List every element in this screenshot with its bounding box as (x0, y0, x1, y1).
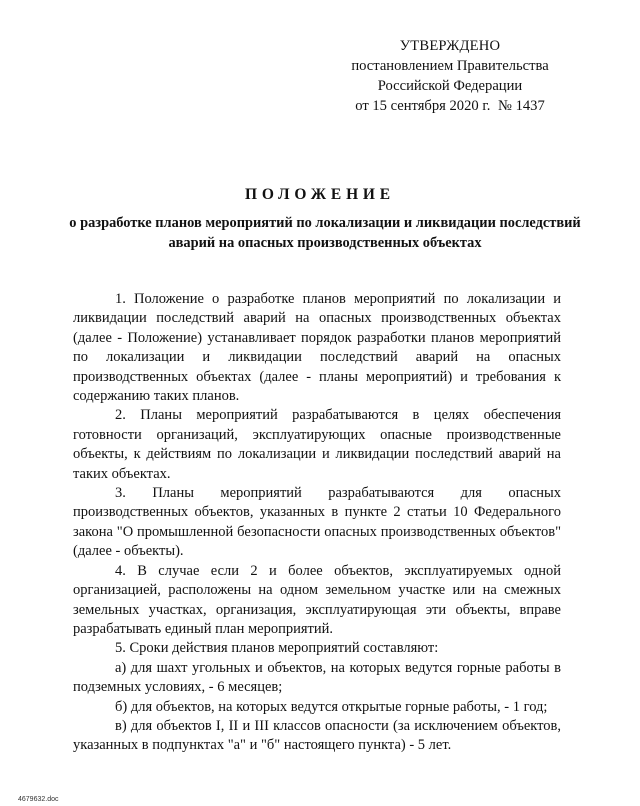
approval-authority: постановлением Правительства (351, 58, 549, 74)
paragraph-3: 3. Планы мероприятий разрабатываются для опасных производственных объектов, указанных в пункте 2 статьи 10 Федерального закона "О промышленной безопасности опасных производственных объектов" (далее - объекты). (73, 485, 561, 560)
approval-heading: УТВЕРЖДЕНО (399, 38, 501, 54)
paragraph-5: 5. Сроки действия планов мероприятий составляют: (115, 640, 439, 657)
approval-date: от 15 сентября 2020 г. (355, 98, 491, 114)
paragraph-1: 1. Положение о разработке планов мероприятий по локализации и ликвидации последствий аварий на опасных производственных объектах (далее - Положение) устанавливает порядок разработки планов мероприятий по локализации и ликвидации последствий аварий на опасных производственных объектах (далее - планы мероприятий) и требования к содержанию таких планов. (73, 291, 561, 405)
approval-number: № 1437 (498, 98, 545, 114)
document-subtitle: о разработке планов мероприятий по локализации и ликвидации последствий аварий на опасных производственных объектах (69, 215, 581, 251)
document-title: ПОЛОЖЕНИЕ (245, 186, 395, 203)
subparagraph-b: б) для объектов, на которых ведутся открытые горные работы, - 1 год; (115, 698, 548, 715)
paragraph-4: 4. В случае если 2 и более объектов, эксплуатируемых одной организацией, расположены на одном земельном участке или на смежных земельных участках, организация, эксплуатирующая эти объекты, вправе разрабатывать единый план мероприятий. (73, 562, 561, 637)
file-code: 4679632.doc (18, 796, 59, 803)
subparagraph-v: в) для объектов I, II и III классов опасности (за исключением объектов, указанных в подпунктах "а" и "б" настоящего пункта) - 5 лет. (73, 717, 561, 754)
subparagraph-a: а) для шахт угольных и объектов, на которых ведутся горные работы в подземных условиях, - 6 месяцев; (73, 659, 561, 696)
approval-country: Российской Федерации (377, 78, 523, 94)
document-body (73, 290, 561, 756)
approval-date-line (300, 96, 600, 116)
approval-stamp (300, 36, 600, 116)
paragraph-2: 2. Планы мероприятий разрабатываются в целях обеспечения готовности организаций, эксплуатирующих опасные производственные объекты, к действиям по локализации и ликвидации последствий аварий на таких объектах. (73, 407, 561, 482)
